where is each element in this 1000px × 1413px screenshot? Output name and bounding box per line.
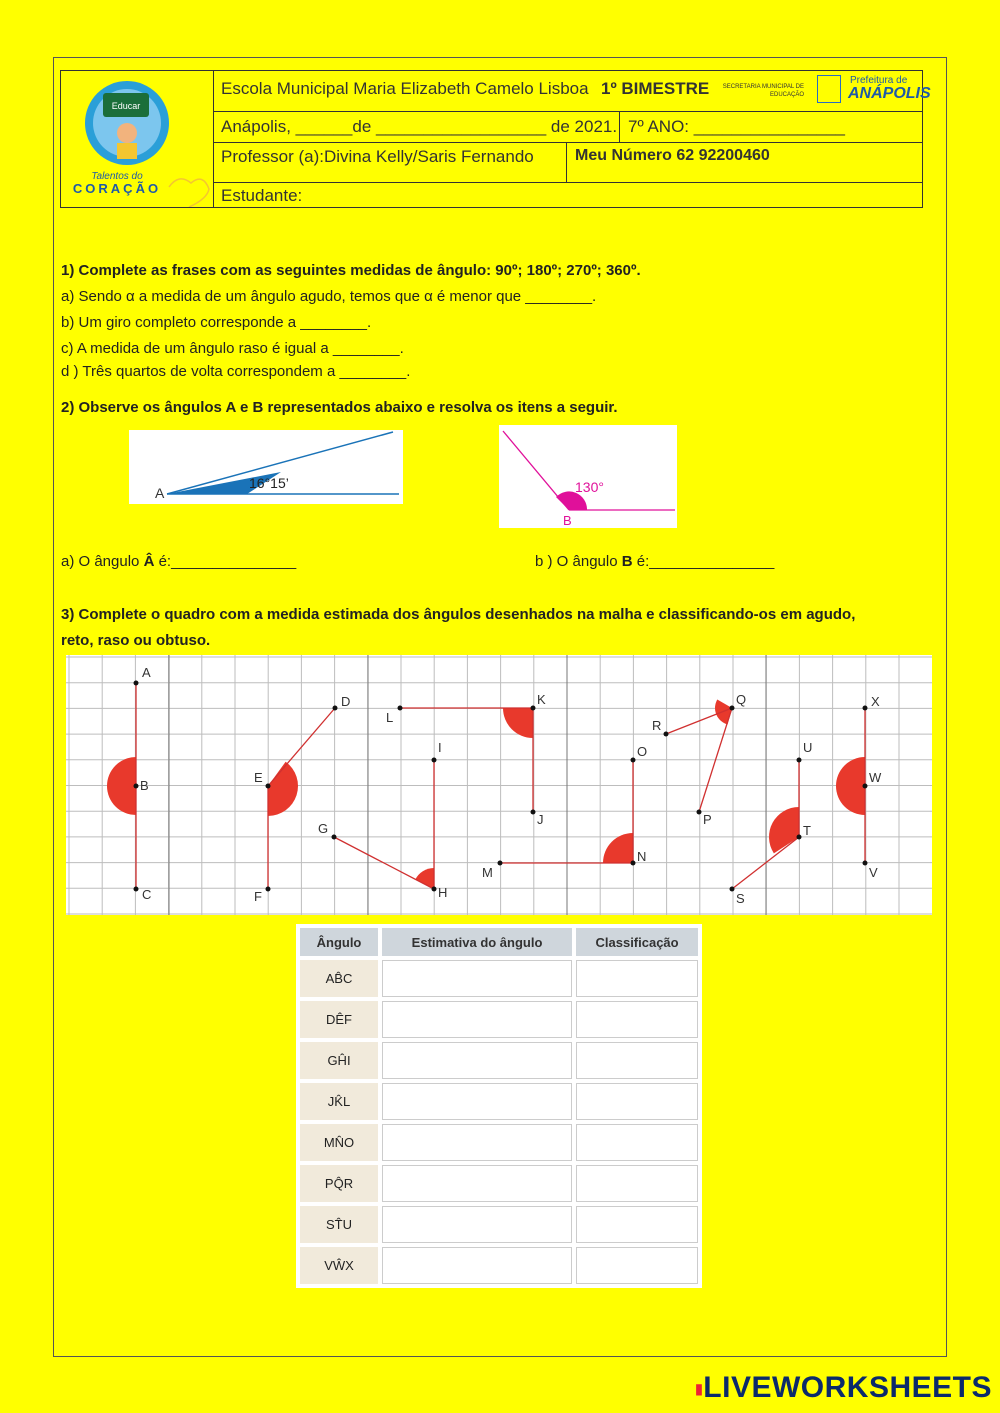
angle-name: AB̂C: [300, 960, 378, 997]
angle-a-figure: [129, 430, 403, 504]
classification-input[interactable]: [576, 1124, 698, 1161]
header-row-school: Escola Municipal Maria Elizabeth Camelo Lisboa 1º BIMESTRE SECRETARIA MUNICIPAL DE EDUCAÇÃO Prefeitura de ANÁPOLIS: [214, 71, 922, 112]
teacher: Professor (a):Divina Kelly/Saris Fernando: [221, 147, 534, 166]
point-b: [134, 784, 139, 789]
school-name: Escola Municipal Maria Elizabeth Camelo Lisboa: [221, 79, 589, 98]
liveworksheets-logo: ▮LIVEWORKSHEETS: [695, 1371, 992, 1404]
classification-input[interactable]: [576, 1165, 698, 1202]
point-g: [332, 835, 337, 840]
angle-name: JK̂L: [300, 1083, 378, 1120]
point-label: I: [438, 740, 442, 755]
estimate-input[interactable]: [382, 1042, 572, 1079]
svg-text:CORAÇÃO: CORAÇÃO: [72, 181, 162, 196]
angle-arc: [107, 757, 136, 815]
point-label: T: [803, 823, 811, 838]
point-q: [730, 706, 735, 711]
q3-title-2: reto, raso ou obtuso.: [61, 632, 211, 649]
point-r: [664, 732, 669, 737]
student-field[interactable]: Estudante:: [221, 186, 303, 205]
svg-text:B: B: [563, 513, 572, 528]
point-label: R: [652, 718, 662, 733]
classification-input[interactable]: [576, 1001, 698, 1038]
term: 1º BIMESTRE: [601, 79, 710, 98]
point-label: V: [869, 865, 878, 880]
school-logo: [61, 71, 214, 207]
point-label: G: [318, 821, 329, 836]
point-n: [631, 861, 636, 866]
angle-arc: [836, 757, 865, 815]
point-label: F: [254, 889, 262, 904]
col-classification: Classificação: [576, 928, 698, 956]
point-t: [797, 835, 802, 840]
table-row: [300, 1124, 698, 1161]
q2-b[interactable]: b ) O ângulo B é:_______________: [535, 553, 775, 570]
prefeitura-city: ANÁPOLIS: [848, 85, 931, 102]
date-line[interactable]: Anápolis, ______de __________________ de 2021.: [221, 117, 618, 136]
point-label: J: [537, 812, 544, 827]
q1-a[interactable]: a) Sendo α a medida de um ângulo agudo, temos que α é menor que ________.: [61, 288, 597, 305]
header-row-teacher: [214, 143, 922, 183]
col-estimate: Estimativa do ângulo: [382, 928, 572, 956]
estimate-input[interactable]: [382, 1001, 572, 1038]
point-k: [531, 706, 536, 711]
point-label: Q: [736, 692, 747, 707]
svg-text:16°15’: 16°15’: [249, 475, 289, 491]
point-a: [134, 681, 139, 686]
point-label: H: [438, 885, 448, 900]
point-label: S: [736, 891, 745, 906]
table-row: [300, 1083, 698, 1120]
angle-name: GĤI: [300, 1042, 378, 1079]
point-label: U: [803, 740, 813, 755]
q2-title: 2) Observe os ângulos A e B representados abaixo e resolva os itens a seguir.: [61, 399, 618, 416]
point-label: E: [254, 770, 263, 785]
point-f: [266, 887, 271, 892]
classification-input[interactable]: [576, 960, 698, 997]
table-row: [300, 1247, 698, 1284]
point-label: M: [482, 865, 493, 880]
angle-name: VŴX: [300, 1247, 378, 1284]
table-row: [300, 1165, 698, 1202]
angle-grid: [66, 655, 932, 915]
point-u: [797, 758, 802, 763]
city-crest-icon: [817, 75, 841, 103]
logo-badge: Educar: [111, 101, 141, 111]
estimate-input[interactable]: [382, 960, 572, 997]
table-row: [300, 1042, 698, 1079]
classification-input[interactable]: [576, 1247, 698, 1284]
angle-arc: [503, 708, 533, 738]
point-h: [432, 887, 437, 892]
svg-text:130°: 130°: [575, 479, 604, 495]
q1-d[interactable]: d ) Três quartos de volta correspondem a ________.: [61, 363, 411, 380]
point-label: A: [142, 665, 151, 680]
point-s: [730, 887, 735, 892]
grade-field[interactable]: 7º ANO: ________________: [628, 117, 846, 136]
q1-b[interactable]: b) Um giro completo corresponde a ________.: [61, 314, 372, 331]
point-m: [498, 861, 503, 866]
secretaria: SECRETARIA MUNICIPAL DE EDUCAÇÃO: [722, 84, 804, 98]
point-label: X: [871, 694, 880, 709]
point-l: [398, 706, 403, 711]
classification-input[interactable]: [576, 1083, 698, 1120]
point-label: W: [869, 770, 882, 785]
point-label: K: [537, 692, 546, 707]
estimate-input[interactable]: [382, 1124, 572, 1161]
point-w: [863, 784, 868, 789]
angle-name: DÊF: [300, 1001, 378, 1038]
angle-table: [296, 924, 702, 1288]
angle-name: MN̂O: [300, 1124, 378, 1161]
point-i: [432, 758, 437, 763]
point-label: C: [142, 887, 152, 902]
classification-input[interactable]: [576, 1206, 698, 1243]
q1-c[interactable]: c) A medida de um ângulo raso é igual a ________.: [61, 340, 404, 357]
point-j: [531, 810, 536, 815]
point-v: [863, 861, 868, 866]
estimate-input[interactable]: [382, 1165, 572, 1202]
table-row: [300, 1206, 698, 1243]
svg-text:A: A: [155, 485, 165, 501]
point-label: B: [140, 778, 149, 793]
angle-name: PQ̂R: [300, 1165, 378, 1202]
q1-title: 1) Complete as frases com as seguintes medidas de ângulo: 90º; 180º; 270º; 360º.: [61, 262, 641, 279]
angle-arc: [603, 833, 633, 863]
q2-a[interactable]: a) O ângulo Â é:_______________: [61, 553, 297, 570]
col-angle: Ângulo: [300, 928, 378, 956]
estimate-input[interactable]: [382, 1247, 572, 1284]
angle-b-figure: [499, 425, 677, 528]
point-label: L: [386, 710, 394, 725]
point-o: [631, 758, 636, 763]
point-label: N: [637, 849, 647, 864]
point-x: [863, 706, 868, 711]
table-row: [300, 1001, 698, 1038]
point-e: [266, 784, 271, 789]
table-row: [300, 960, 698, 997]
point-d: [333, 706, 338, 711]
phone: Meu Número 62 92200460: [575, 147, 770, 164]
estimate-input[interactable]: [382, 1083, 572, 1120]
angle-arc: [415, 868, 434, 889]
header-row-student: [214, 183, 922, 207]
point-label: D: [341, 694, 351, 709]
header-row-date: [214, 112, 922, 143]
point-c: [134, 887, 139, 892]
estimate-input[interactable]: [382, 1206, 572, 1243]
header-box: [60, 70, 931, 208]
classification-input[interactable]: [576, 1042, 698, 1079]
point-p: [697, 810, 702, 815]
point-label: O: [637, 744, 648, 759]
angle-arc: [769, 807, 799, 853]
point-label: P: [703, 812, 712, 827]
angle-name: ST̂U: [300, 1206, 378, 1243]
svg-text:Talentos do: Talentos do: [91, 171, 143, 182]
q3-title-1: 3) Complete o quadro com a medida estimada dos ângulos desenhados na malha e classificando-os em agudo,: [61, 606, 856, 623]
angle-arc: [268, 762, 298, 816]
